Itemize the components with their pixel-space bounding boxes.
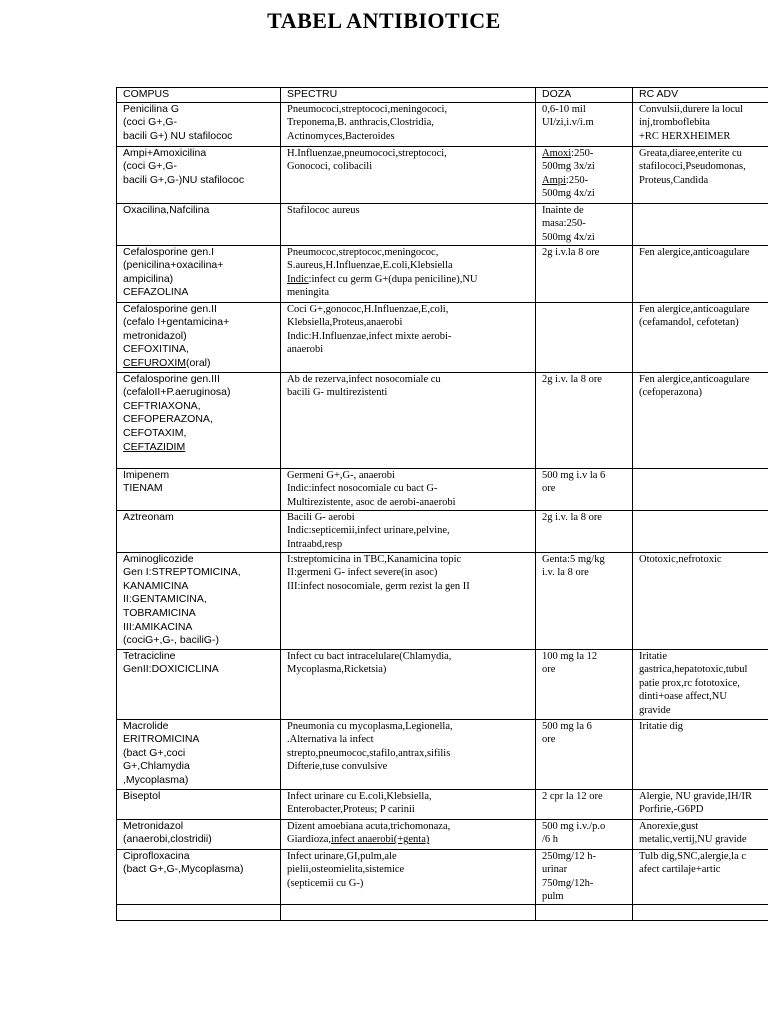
cell-line: Greata,diaree,enterite cu <box>639 147 742 159</box>
cell-line: afect cartilaje+artic <box>639 864 721 876</box>
cell-line: 2 cpr la 12 ore <box>542 790 603 802</box>
cell-rc <box>633 849 768 904</box>
cell-line: patie prox,rc fototoxice, <box>639 677 740 689</box>
cell-line: II:germeni G- infect severe(in asoc) <box>287 567 438 579</box>
cell-doza <box>536 719 633 789</box>
cell-spectru <box>281 203 536 245</box>
cell-line: Infect urinare cu E.coli,Klebsiella, <box>287 790 432 802</box>
cell-line: Coci G+,gonococ,H.Influenzae,E,coli, <box>287 303 449 315</box>
cell-line: Klebsiella,Proteus,anaerobi <box>287 317 403 329</box>
cell-line: Stafilococ aureus <box>287 204 360 216</box>
cell-spectru <box>281 510 536 552</box>
cell-line: III:AMIKACINA <box>123 620 193 633</box>
cell-line: 100 mg la 12 <box>542 650 598 662</box>
header-doza: DOZA <box>536 88 633 103</box>
cell-doza <box>536 552 633 649</box>
cell-line: ,Mycoplasma) <box>123 773 189 786</box>
cell-line: Ampi+Amoxicilina <box>123 146 207 159</box>
cell-rc <box>633 302 768 372</box>
antibiotics-table <box>116 87 768 921</box>
cell-line: Convulsii,durere la locul <box>639 103 744 115</box>
table-row <box>117 203 768 245</box>
cell-line: Metronidazol <box>123 819 184 832</box>
cell-line: 500mg 3x/zi <box>542 161 595 173</box>
table-row <box>117 102 768 146</box>
cell-line: Ototoxic,nefrotoxic <box>639 553 722 565</box>
cell-compus <box>117 245 281 302</box>
cell-line: (cefamandol, cefotetan) <box>639 317 739 329</box>
cell-line: dinti+oase affect,NU <box>639 691 727 703</box>
cell-doza <box>536 849 633 904</box>
cell-line: Aminoglicozide <box>123 552 194 565</box>
cell-line: Cefalosporine gen.III <box>123 372 220 385</box>
cell-line: i.v. la 8 ore <box>542 567 589 579</box>
cell-line: Imipenem <box>123 468 170 481</box>
cell-doza <box>536 468 633 510</box>
cell-doza <box>536 245 633 302</box>
cell-line: (coci G+,G- <box>123 116 177 129</box>
cell-compus <box>117 819 281 849</box>
cell-spectru <box>281 102 536 146</box>
cell-line: CEFTAZIDIM <box>123 440 186 453</box>
cell-compus <box>117 719 281 789</box>
cell-line: Inainte de <box>542 204 584 216</box>
cell-line: 0,6-10 mil <box>542 103 586 115</box>
cell-line: urinar <box>542 864 568 876</box>
cell-compus <box>117 649 281 719</box>
cell-line: TOBRAMICINA <box>123 606 196 619</box>
cell-line: 2g i.v.la 8 ore <box>542 246 600 258</box>
table-row <box>117 649 768 719</box>
table-row <box>117 245 768 302</box>
cell-line: 500 mg i.v./p.o <box>542 820 606 832</box>
cell-line: Indic:infect cu germ G+(dupa peniciline),NU <box>287 273 478 285</box>
cell-rc <box>633 510 768 552</box>
cell-compus <box>117 904 281 920</box>
cell-line: ore <box>542 734 556 746</box>
cell-line: (bact G+,G-,Mycoplasma) <box>123 863 244 876</box>
cell-line: Pneumococ,streptococ,meningococ, <box>287 246 439 258</box>
cell-spectru <box>281 849 536 904</box>
cell-compus <box>117 552 281 649</box>
cell-doza <box>536 904 633 920</box>
cell-line: Fen alergice,anticoagulare <box>639 373 750 385</box>
cell-line: III:infect nosocomiale, germ rezist la gen II <box>287 580 470 592</box>
cell-spectru <box>281 552 536 649</box>
table-row <box>117 719 768 789</box>
cell-line: gravide <box>639 704 671 716</box>
cell-line: 500 mg i.v la 6 <box>542 469 606 481</box>
cell-doza <box>536 146 633 203</box>
cell-line: Mycoplasma,Ricketsia) <box>287 664 387 676</box>
cell-line: (septicemii cu G-) <box>287 877 364 889</box>
cell-line: Ampi:250- <box>542 174 589 186</box>
cell-line: TIENAM <box>123 482 163 495</box>
cell-spectru <box>281 468 536 510</box>
cell-line: (coci G+,G- <box>123 160 177 173</box>
cell-line: (cociG+,G-, baciliG-) <box>123 634 219 647</box>
cell-line: Iritatie <box>639 650 667 662</box>
cell-line: Iritatie dig <box>639 720 684 732</box>
cell-spectru <box>281 245 536 302</box>
cell-line: Indic:septicemii,infect urinare,pelvine, <box>287 525 450 537</box>
cell-line: Fen alergice,anticoagulare <box>639 246 750 258</box>
cell-rc <box>633 372 768 468</box>
cell-line: UI/zi,i.v/i.m <box>542 117 594 129</box>
cell-rc <box>633 649 768 719</box>
cell-compus <box>117 146 281 203</box>
cell-line: (bact G+,coci <box>123 746 186 759</box>
cell-line: Giardioza,infect anaerobi(+genta) <box>287 834 430 846</box>
cell-line: stafilococi,Pseudomonas, <box>639 161 746 173</box>
cell-line: ore <box>542 664 556 676</box>
cell-rc <box>633 102 768 146</box>
cell-rc <box>633 203 768 245</box>
cell-line: Genta:5 mg/kg <box>542 553 605 565</box>
cell-line: CEFOPERAZONA, <box>123 413 213 426</box>
cell-rc <box>633 789 768 819</box>
cell-doza <box>536 203 633 245</box>
cell-line: II:GENTAMICINA, <box>123 593 207 606</box>
cell-compus <box>117 849 281 904</box>
cell-line: metronidazol) <box>123 329 187 342</box>
cell-line: KANAMICINA <box>123 579 189 592</box>
cell-line: Biseptol <box>123 789 161 802</box>
cell-compus <box>117 302 281 372</box>
cell-line: Ab de rezerva,infect nosocomiale cu <box>287 373 441 385</box>
cell-line: (penicilina+oxacilina+ <box>123 259 224 272</box>
cell-spectru <box>281 372 536 468</box>
cell-line: 2g i.v. la 8 ore <box>542 373 602 385</box>
cell-doza <box>536 819 633 849</box>
cell-line: Ciprofloxacina <box>123 849 190 862</box>
cell-line: Fen alergice,anticoagulare <box>639 303 750 315</box>
cell-line: 750mg/12h- <box>542 877 594 889</box>
cell-doza <box>536 510 633 552</box>
cell-line: bacili G+,G-)NU stafilococ <box>123 173 245 186</box>
antibiotics-table-wrap <box>116 87 768 921</box>
cell-doza <box>536 372 633 468</box>
table-row <box>117 552 768 649</box>
cell-spectru <box>281 819 536 849</box>
cell-compus <box>117 510 281 552</box>
cell-line: 2g i.v. la 8 ore <box>542 511 602 523</box>
cell-line: Indic:infect nosocomiale cu bact G- <box>287 483 438 495</box>
cell-line: Gen I:STREPTOMICINA, <box>123 566 241 579</box>
cell-line: Alergie, NU gravide,IH/IR <box>639 790 752 802</box>
cell-line: +RC HERXHEIMER <box>639 130 731 142</box>
cell-line: Multirezistente, asoc de aerobi-anaerobi <box>287 496 456 508</box>
cell-line: Dizent amoebiana acuta,trichomonaza, <box>287 820 451 832</box>
cell-line: Penicilina G <box>123 102 180 115</box>
cell-line: ore <box>542 483 556 495</box>
cell-line: Infect cu bact intracelulare(Chlamydia, <box>287 650 452 662</box>
cell-rc <box>633 904 768 920</box>
cell-doza <box>536 302 633 372</box>
cell-line: .Alternativa la infect <box>287 734 374 746</box>
cell-spectru <box>281 789 536 819</box>
header-rc-adv: RC ADV <box>633 88 768 103</box>
cell-line: anaerobi <box>287 344 324 356</box>
cell-rc <box>633 468 768 510</box>
cell-line: pulm <box>542 891 564 903</box>
cell-line: bacili G- multirezistenti <box>287 387 388 399</box>
cell-doza <box>536 102 633 146</box>
page-title: TABEL ANTIBIOTICE <box>267 8 501 33</box>
cell-rc <box>633 719 768 789</box>
cell-line: Bacili G- aerobi <box>287 511 355 523</box>
table-row <box>117 302 768 372</box>
cell-rc <box>633 146 768 203</box>
table-row <box>117 849 768 904</box>
cell-line: (anaerobi,clostridii) <box>123 833 212 846</box>
cell-line: G+,Chlamydia <box>123 760 190 773</box>
table-row <box>117 372 768 468</box>
cell-line: S.aureus,H.Influenzae,E.coli,Klebsiella <box>287 260 453 272</box>
cell-line: Cefalosporine gen.II <box>123 302 217 315</box>
cell-line: I:streptomicina in TBC,Kanamicina topic <box>287 553 462 565</box>
cell-line: meningita <box>287 287 329 299</box>
cell-line: CEFAZOLINA <box>123 286 189 299</box>
table-row <box>117 468 768 510</box>
header-spectru: SPECTRU <box>281 88 536 103</box>
cell-doza <box>536 649 633 719</box>
cell-line: Enterobacter,Proteus; P carinii <box>287 804 415 816</box>
cell-line: /6 h <box>542 834 559 846</box>
cell-line: Infect urinare,GI,pulm,ale <box>287 850 397 862</box>
cell-line: pielii,osteomielita,sistemice <box>287 864 405 876</box>
table-row <box>117 904 768 920</box>
cell-compus <box>117 789 281 819</box>
cell-spectru <box>281 302 536 372</box>
cell-spectru <box>281 904 536 920</box>
cell-compus <box>117 203 281 245</box>
cell-line: 500mg 4x/zi <box>542 188 595 200</box>
cell-line: metalic,vertij,NU gravide <box>639 834 747 846</box>
cell-line: ERITROMICINA <box>123 733 200 746</box>
header-compus: COMPUS <box>117 88 281 103</box>
cell-line: CEFUROXIM(oral) <box>123 356 211 369</box>
header-row <box>117 88 768 103</box>
cell-compus <box>117 372 281 468</box>
cell-compus <box>117 468 281 510</box>
cell-line: ampicilina) <box>123 272 174 285</box>
cell-line: Proteus,Candida <box>639 174 709 186</box>
cell-line: Oxacilina,Nafcilina <box>123 203 210 216</box>
cell-line: Treponema,B. anthracis,Clostridia, <box>287 117 434 129</box>
cell-line: CEFOXITINA, <box>123 343 189 356</box>
cell-rc <box>633 819 768 849</box>
cell-line: strepto,pneumococ,stafilo,antrax,sifilis <box>287 747 451 759</box>
cell-spectru <box>281 146 536 203</box>
cell-compus <box>117 102 281 146</box>
cell-line: Anorexie,gust <box>639 820 699 832</box>
cell-line: 500mg 4x/zi <box>542 231 595 243</box>
cell-spectru <box>281 649 536 719</box>
cell-line: Macrolide <box>123 719 169 732</box>
cell-line: Germeni G+,G-, anaerobi <box>287 469 395 481</box>
table-row <box>117 146 768 203</box>
cell-line: CEFTRIAXONA, <box>123 399 201 412</box>
cell-line: Cefalosporine gen.I <box>123 245 215 258</box>
cell-line: GenII:DOXICICLINA <box>123 663 219 676</box>
cell-line: Tetracicline <box>123 649 176 662</box>
cell-line: Gonococi, colibacili <box>287 161 373 173</box>
cell-line: Tulb dig,SNC,alergie,la c <box>639 850 747 862</box>
table-row <box>117 789 768 819</box>
cell-line: Porfirie,-G6PD <box>639 804 704 816</box>
cell-rc <box>633 552 768 649</box>
cell-line: Indic:H.Influenzae,infect mixte aerobi- <box>287 330 452 342</box>
cell-line: gastrica,hepatotoxic,tubul <box>639 664 748 676</box>
cell-rc <box>633 245 768 302</box>
cell-line: Pneumonia cu mycoplasma,Legionella, <box>287 720 453 732</box>
cell-spectru <box>281 719 536 789</box>
cell-line: Actinomyces,Bacteroides <box>287 130 395 142</box>
cell-line: (cefaloII+P.aeruginosa) <box>123 386 231 399</box>
cell-line: inj,tromboflebita <box>639 117 710 129</box>
cell-doza <box>536 789 633 819</box>
cell-line: CEFOTAXIM, <box>123 426 187 439</box>
cell-line: Intraabd,resp <box>287 538 343 550</box>
table-row <box>117 819 768 849</box>
cell-line: Amoxi:250- <box>542 147 594 159</box>
cell-line: (cefoperazona) <box>639 387 702 399</box>
cell-line: 250mg/12 h- <box>542 850 596 862</box>
cell-line: masa:250- <box>542 218 586 230</box>
cell-line: 500 mg la 6 <box>542 720 592 732</box>
cell-line: H.Influenzae,pneumococi,streptococi, <box>287 147 447 159</box>
cell-line: Difterie,tuse convulsive <box>287 761 388 773</box>
cell-line: Pneumococi,streptococi,meningococi, <box>287 103 448 115</box>
table-row <box>117 510 768 552</box>
cell-line: bacili G+) NU stafilococ <box>123 129 233 142</box>
cell-line: (cefalo I+gentamicina+ <box>123 316 230 329</box>
cell-line: Aztreonam <box>123 510 174 523</box>
